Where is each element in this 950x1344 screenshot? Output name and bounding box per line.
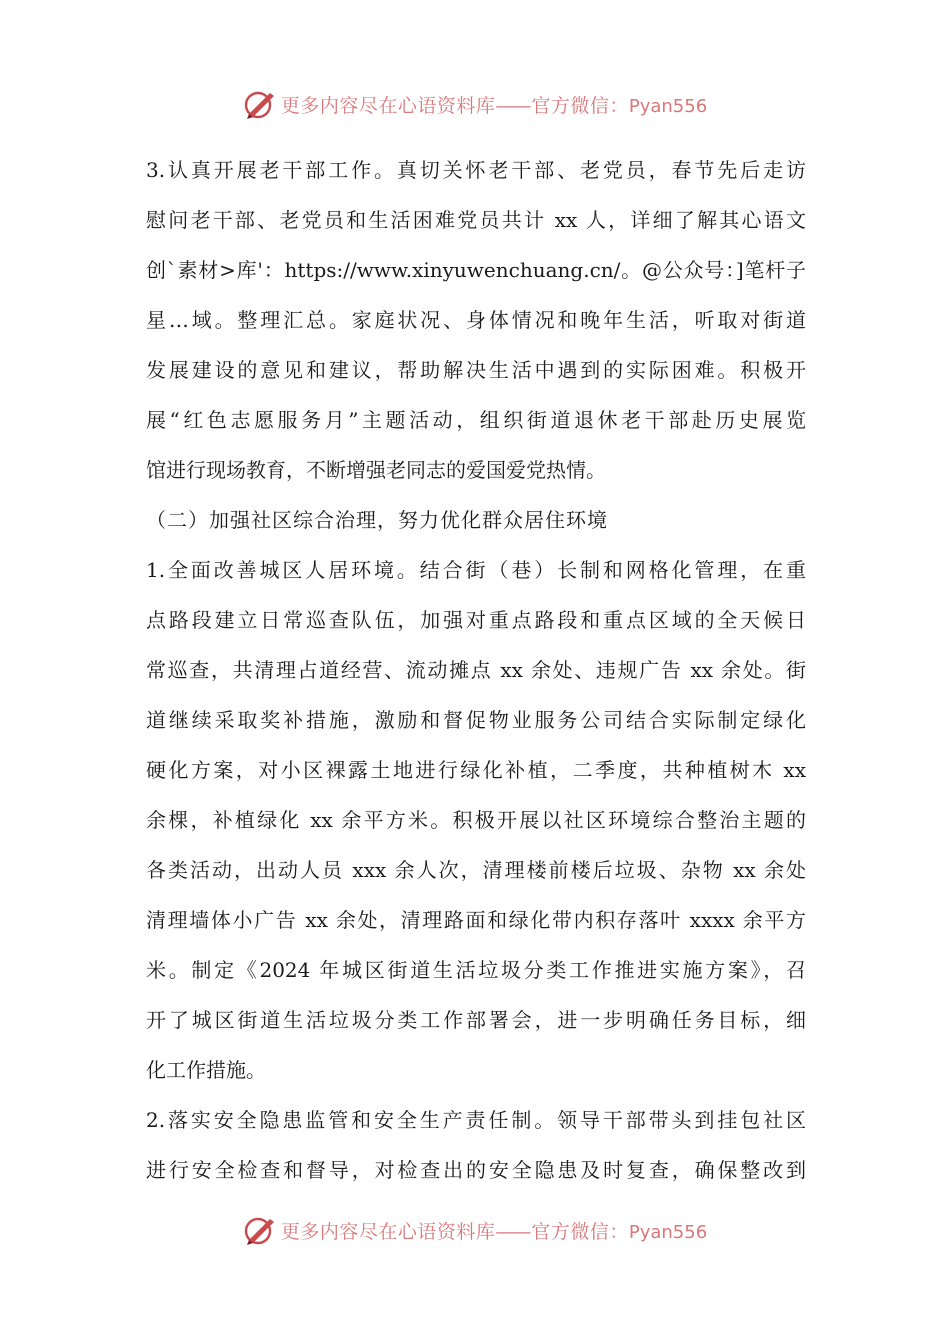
body-line: 馆进行现场教育，不断增强老同志的爱国爱党热情。 bbox=[146, 458, 606, 482]
body-line: 硬化方案，对小区裸露土地进行绿化补植，二季度，共种植树木 xx bbox=[146, 758, 806, 782]
body-line: 常巡查，共清理占道经营、流动摊点 xx 余处、违规广告 xx 余处。街 bbox=[146, 658, 806, 682]
pen-in-circle-logo-icon bbox=[243, 87, 277, 121]
watermark-dash: —— bbox=[495, 1220, 530, 1243]
body-line: 开了城区街道生活垃圾分类工作部署会，进一步明确任务目标，细 bbox=[146, 1008, 806, 1032]
document-body bbox=[146, 145, 806, 1195]
body-line: 1.全面改善城区人居环境。结合街（巷）长制和网格化管理，在重 bbox=[146, 558, 806, 582]
body-line: 清理墙体小广告 xx 余处，清理路面和绿化带内积存落叶 xxxx 余平方 bbox=[146, 908, 806, 932]
watermark-text bbox=[281, 91, 707, 118]
body-line: 3.认真开展老干部工作。真切关怀老干部、老党员，春节先后走访 bbox=[146, 158, 806, 182]
body-line: 米。制定《2024 年城区街道生活垃圾分类工作推进实施方案》，召 bbox=[146, 958, 806, 982]
body-line: 星…域。整理汇总。家庭状况、身体情况和晚年生活，听取对街道 bbox=[146, 308, 806, 332]
body-line: 展“红色志愿服务月”主题活动，组织街道退休老干部赴历史展览 bbox=[146, 408, 806, 432]
watermark-text bbox=[281, 1217, 707, 1244]
body-line: 发展建设的意见和建议，帮助解决生活中遇到的实际困难。积极开 bbox=[146, 358, 806, 382]
body-line: 2.落实安全隐患监管和安全生产责任制。领导干部带头到挂包社区 bbox=[146, 1108, 806, 1132]
body-line: 慰问老干部、老党员和生活困难党员共计 xx 人，详细了解其心语文 bbox=[146, 208, 806, 232]
section-heading: （二）加强社区综合治理，努力优化群众居住环境 bbox=[146, 508, 608, 532]
body-line: 余棵，补植绿化 xx 余平方米。积极开展以社区环境综合整治主题的 bbox=[146, 808, 806, 832]
body-line: 点路段建立日常巡查队伍，加强对重点路段和重点区域的全天候日 bbox=[146, 608, 806, 632]
body-line: 进行安全检查和督导，对检查出的安全隐患及时复查，确保整改到 bbox=[146, 1158, 806, 1182]
body-line: 化工作措施。 bbox=[146, 1058, 266, 1082]
body-line: 各类活动，出动人员 xxx 余人次，清理楼前楼后垃圾、杂物 xx 余处 bbox=[146, 858, 806, 882]
watermark-banner-top bbox=[0, 84, 950, 124]
pen-in-circle-logo-icon bbox=[243, 1213, 277, 1247]
watermark-wechat-label: 官方微信： bbox=[531, 1220, 629, 1243]
watermark-site-name: 更多内容尽在心语资料库 bbox=[280, 1220, 496, 1243]
watermark-dash: —— bbox=[495, 94, 530, 117]
body-line: 创`素材>库'：https://www.xinyuwenchuang.cn/。@公众号：]笔杆子 bbox=[146, 258, 806, 282]
watermark-wechat-id: Pyan556 bbox=[628, 1221, 708, 1243]
body-line: 道继续采取奖补措施，激励和督促物业服务公司结合实际制定绿化 bbox=[146, 708, 806, 732]
watermark-banner-bottom bbox=[0, 1210, 950, 1250]
watermark-wechat-label: 官方微信： bbox=[531, 94, 629, 117]
watermark-wechat-id: Pyan556 bbox=[628, 95, 708, 117]
watermark-site-name: 更多内容尽在心语资料库 bbox=[280, 94, 496, 117]
